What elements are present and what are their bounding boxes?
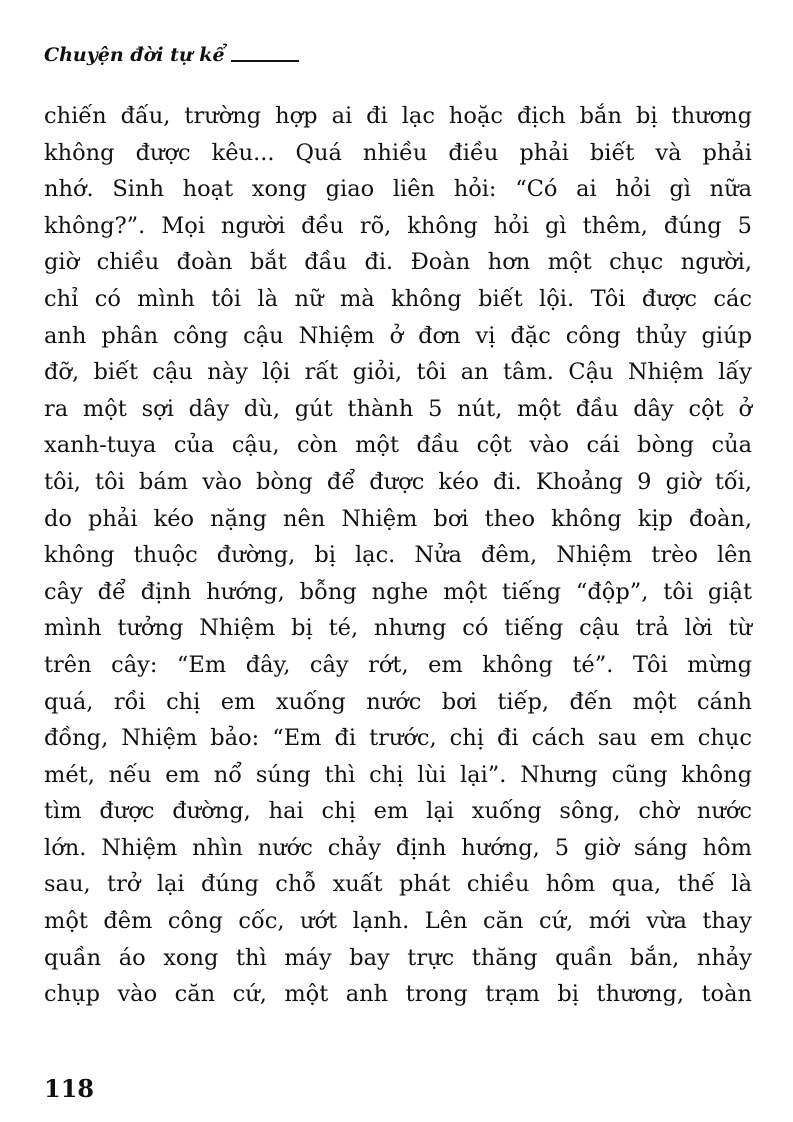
text-line: quá, rồi chị em xuống nước bơi tiếp, đến một cánh bbox=[44, 688, 752, 715]
text-line: anh phân công cậu Nhiệm ở đơn vị đặc công thủy giúp bbox=[44, 322, 752, 349]
text-line: không?”. Mọi người đều rõ, không hỏi gì thêm, đúng 5 bbox=[44, 212, 752, 239]
text-line: tìm được đường, hai chị em lại xuống sông, chờ nước bbox=[44, 798, 752, 825]
text-line: mét, nếu em nổ súng thì chị lùi lại”. Nhưng cũng không bbox=[44, 761, 752, 788]
body-text bbox=[44, 98, 752, 1013]
running-header bbox=[44, 44, 299, 66]
text-line: giờ chiều đoàn bắt đầu đi. Đoàn hơn một chục người, bbox=[44, 249, 752, 276]
text-line: nhớ. Sinh hoạt xong giao liên hỏi: “Có ai hỏi gì nữa bbox=[44, 176, 752, 203]
text-line: trên cây: “Em đây, cây rớt, em không té”. Tôi mừng bbox=[44, 651, 752, 678]
page-number: 118 bbox=[44, 1074, 95, 1103]
text-line: tôi, tôi bám vào bòng để được kéo đi. Khoảng 9 giờ tối, bbox=[44, 468, 752, 495]
text-line: chiến đấu, trường hợp ai đi lạc hoặc địch bắn bị thương bbox=[44, 103, 752, 129]
text-line: không được kêu... Quá nhiều điều phải biết và phải bbox=[44, 139, 752, 166]
text-line: một đêm công cốc, ướt lạnh. Lên căn cứ, mới vừa thay bbox=[44, 908, 752, 935]
running-title: Chuyện đời tự kể bbox=[44, 44, 225, 66]
text-line: lớn. Nhiệm nhìn nước chảy định hướng, 5 giờ sáng hôm bbox=[44, 834, 752, 861]
header-rule bbox=[231, 60, 299, 62]
text-line: không thuộc đường, bị lạc. Nửa đêm, Nhiệm trèo lên bbox=[44, 542, 752, 569]
text-line: đồng, Nhiệm bảo: “Em đi trước, chị đi cách sau em chục bbox=[44, 725, 752, 752]
text-line: do phải kéo nặng nên Nhiệm bơi theo không kịp đoàn, bbox=[44, 505, 752, 532]
text-line: quần áo xong thì máy bay trực thăng quần bắn, nhảy bbox=[44, 944, 752, 971]
text-line: mình tưởng Nhiệm bị té, nhưng có tiếng cậu trả lời từ bbox=[44, 615, 752, 642]
text-line: đỡ, biết cậu này lội rất giỏi, tôi an tâm. Cậu Nhiệm lấy bbox=[44, 359, 752, 386]
text-line: xanh-tuya của cậu, còn một đầu cột vào cái bòng của bbox=[44, 432, 752, 459]
text-line: cây để định hướng, bỗng nghe một tiếng “độp”, tôi giật bbox=[44, 578, 752, 605]
text-line: sau, trở lại đúng chỗ xuất phát chiều hôm qua, thế là bbox=[44, 871, 752, 898]
text-line: ra một sợi dây dù, gút thành 5 nút, một đầu dây cột ở bbox=[44, 395, 752, 422]
text-line: chỉ có mình tôi là nữ mà không biết lội. Tôi được các bbox=[44, 285, 752, 312]
text-line: chụp vào căn cứ, một anh trong trạm bị thương, toàn bbox=[44, 981, 752, 1008]
